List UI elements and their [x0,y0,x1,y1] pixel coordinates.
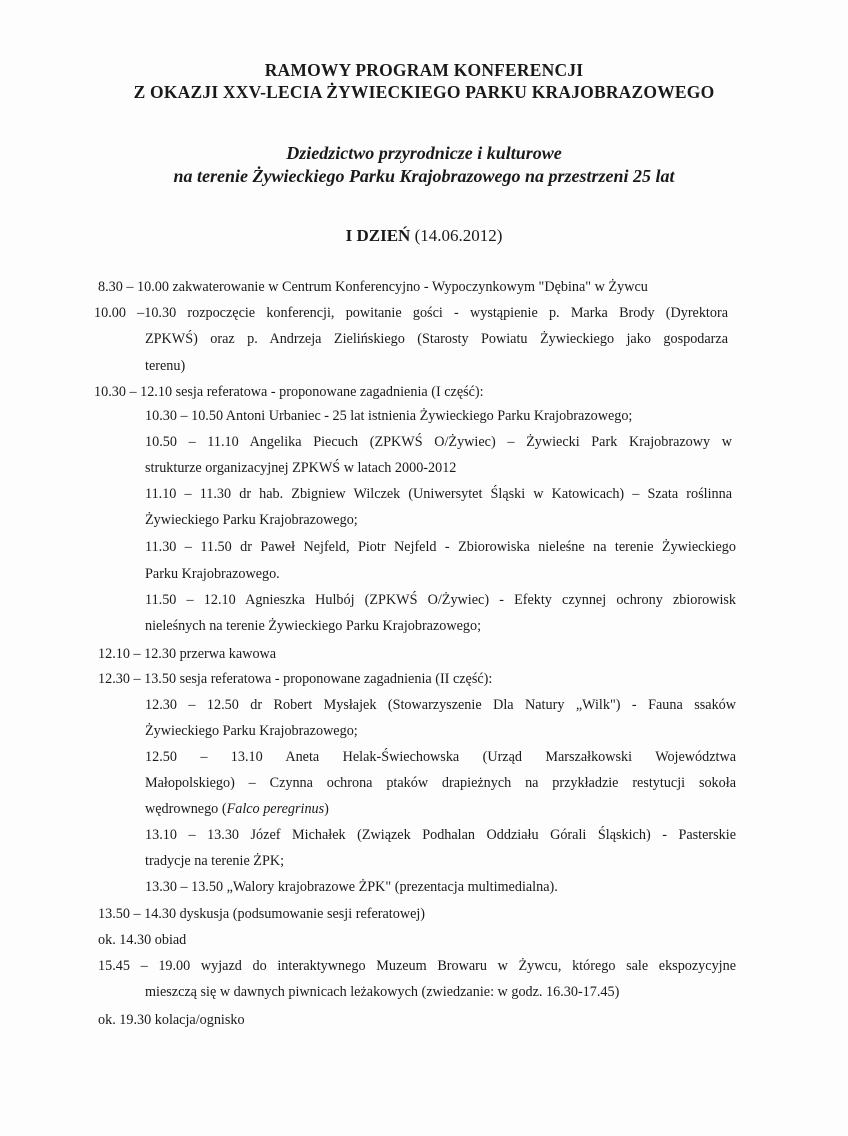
schedule-line: mieszczą się w dawnych piwnicach leżakowych (zwiedzanie: w godz. 16.30-17.45) [145,984,620,1000]
schedule-line: terenu) [145,358,186,374]
schedule-line: ok. 19.30 kolacja/ognisko [98,1012,245,1028]
title-line-2: Z OKAZJI XXV-LECIA ŻYWIECKIEGO PARKU KRAJOBRAZOWEGO [133,82,715,102]
schedule-line: 13.10 – 13.30 Józef Michałek (Związek Podhalan Oddziału Górali Śląskich) - Pasterskie [145,827,736,843]
schedule-line: 13.50 – 14.30 dyskusja (podsumowanie sesji referatowej) [98,906,426,922]
schedule-line: ok. 14.30 obiad [98,932,187,948]
schedule-line: Żywieckiego Parku Krajobrazowego; [145,512,358,528]
schedule-line: 10.30 – 10.50 Antoni Urbaniec - 25 lat istnienia Żywieckiego Parku Krajobrazowego; [145,408,633,424]
schedule-line: 12.10 – 12.30 przerwa kawowa [98,646,277,662]
schedule-text: ) [324,801,329,817]
schedule-line: 15.45 – 19.00 wyjazd do interaktywnego Muzeum Browaru w Żywcu, którego sale ekspozycyjne [98,958,736,974]
schedule-line: 13.30 – 13.50 „Walory krajobrazowe ŻPK" (prezentacja multimedialna). [145,879,558,895]
schedule-line: Małopolskiego) – Czynna ochrona ptaków drapieżnych na przykładzie restytucji sokoła [145,775,736,791]
schedule-line: ZPKWŚ) oraz p. Andrzeja Zielińskiego (Starosty Powiatu Żywieckiego jako gospodarza [145,331,728,347]
subtitle-line-2: na terenie Żywieckiego Parku Krajobrazowego na przestrzeni 25 lat [173,166,675,186]
schedule-line: 10.30 – 12.10 sesja referatowa - proponowane zagadnienia (I część): [94,384,484,400]
title-line-1: RAMOWY PROGRAM KONFERENCJI [264,60,584,80]
schedule-line: Żywieckiego Parku Krajobrazowego; [145,723,358,739]
schedule-line: 10.00 –10.30 rozpoczęcie konferencji, powitanie gości - wystąpienie p. Marka Brody (Dyrektora [94,305,728,321]
schedule-line [145,801,329,818]
subtitle-line-1: Dziedzictwo przyrodnicze i kulturowe [286,143,562,163]
schedule-line: Parku Krajobrazowego. [145,566,280,582]
schedule-line: 11.50 – 12.10 Agnieszka Hulbój (ZPKWŚ O/Żywiec) - Efekty czynnej ochrony zbiorowisk [145,592,736,608]
schedule-line: strukturze organizacyjnej ZPKWŚ w latach 2000-2012 [145,460,457,476]
species-name: Falco peregrinus [226,801,325,817]
day-label: I DZIEŃ [345,226,411,245]
schedule-line: 11.30 – 11.50 dr Paweł Nejfeld, Piotr Nejfeld - Zbiorowiska nieleśne na terenie Żywieckiego [145,539,736,555]
schedule-line: 12.30 – 13.50 sesja referatowa - proponowane zagadnienia (II część): [98,671,493,687]
schedule-line: 12.50 – 13.10 Aneta Helak-Świechowska (Urząd Marszałkowski Województwa [145,749,736,765]
schedule-line: 8.30 – 10.00 zakwaterowanie w Centrum Konferencyjno - Wypoczynkowym "Dębina" w Żywcu [98,279,648,295]
schedule-line: 12.30 – 12.50 dr Robert Mysłajek (Stowarzyszenie Dla Natury „Wilk") - Fauna ssaków [145,697,736,713]
day-date: (14.06.2012) [410,226,503,245]
schedule-line: tradycje na terenie ŻPK; [145,853,285,869]
day-heading [0,226,848,246]
schedule-line: nieleśnych na terenie Żywieckiego Parku Krajobrazowego; [145,618,482,634]
schedule-line: 10.50 – 11.10 Angelika Piecuch (ZPKWŚ O/Żywiec) – Żywiecki Park Krajobrazowy w [145,434,732,450]
schedule-text: wędrownego ( [145,801,227,817]
schedule-line: 11.10 – 11.30 dr hab. Zbigniew Wilczek (Uniwersytet Śląski w Katowicach) – Szata roślinna [145,486,732,502]
